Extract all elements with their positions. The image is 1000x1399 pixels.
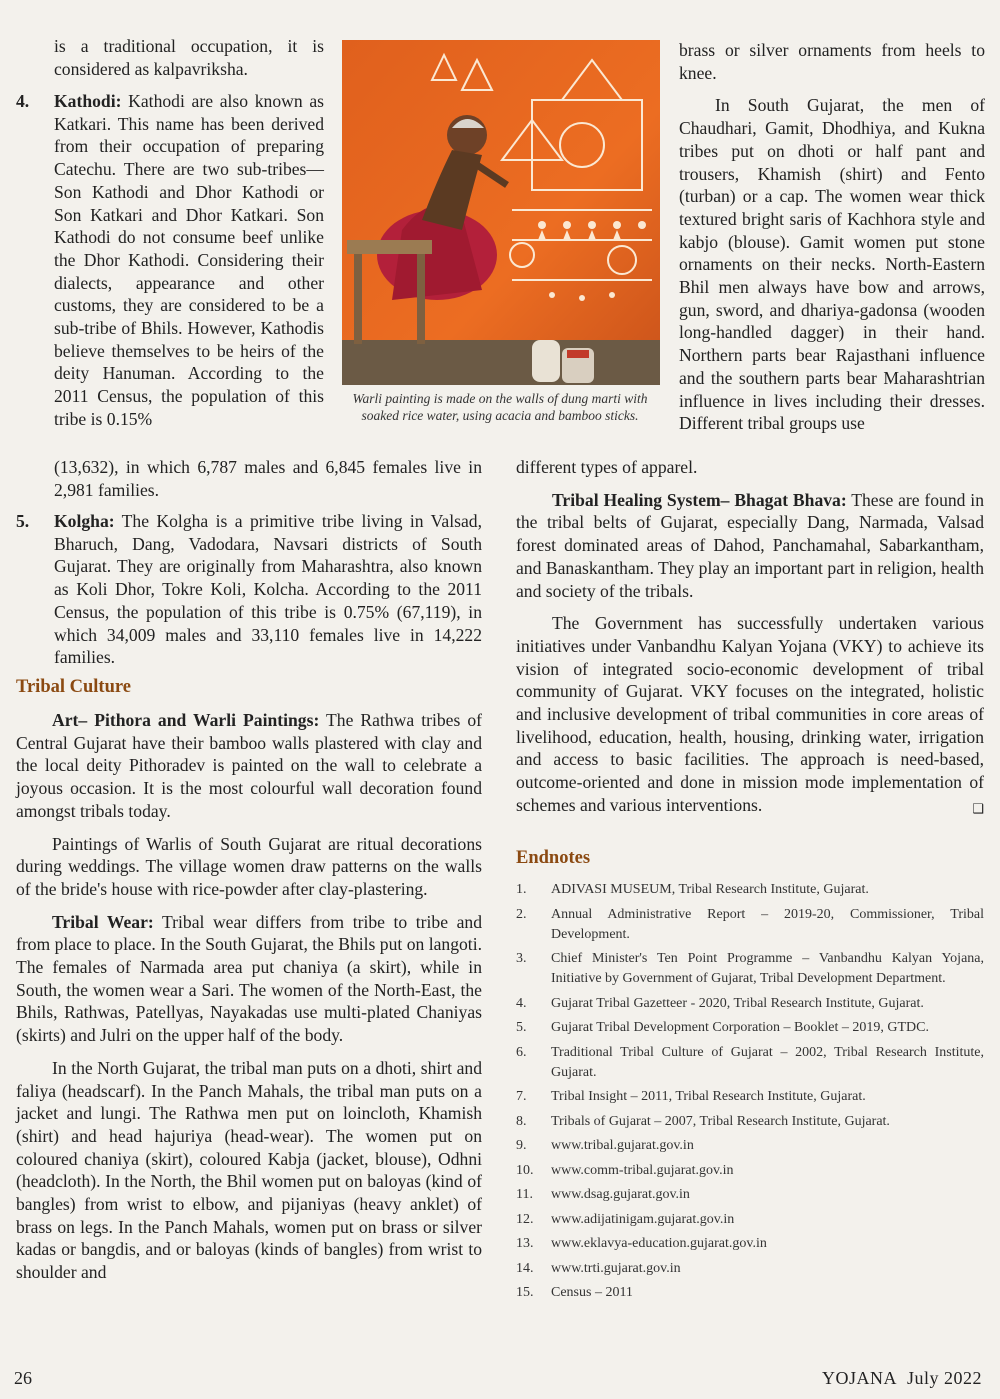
list-item: 9. www.tribal.gujarat.gov.in — [516, 1138, 694, 1153]
south-gujarat-continued: different types of apparel. — [516, 457, 698, 477]
list-item: 11. www.dsag.gujarat.gov.in — [516, 1187, 690, 1202]
item-label: Kathodi: — [54, 91, 122, 111]
item-text: Kathodi are also known as Katkari. This name has been derived from their occupation of preparing Catechu. There are two sub-tribes— Son Kathodi and Dhor Kathodi or Son Katkari and Dhor Katkari. Son Kathodi do not consume beef unlike the Dhor Kathodi. Considering their dialects, appearance and other customs, they are considered to be a sub-tribe of Bhils. However, Kathodis believe themselves to be heirs of the deity Hanuman. According to the 2011 Census, the population of this tribe is 0.15% — [54, 91, 324, 429]
list-item: 1. ADIVASI MUSEUM, Tribal Research Institute, Gujarat. — [516, 882, 869, 897]
list-item-kathodi — [16, 90, 324, 431]
kathodi-continued: (13,632), in which 6,787 males and 6,845 females live in 2,981 families. — [54, 457, 482, 500]
item-text: The Kolgha is a primitive tribe living in Valsad, Bharuch, Dang, Vadodara, Navsari districts of South Gujarat. They are originally from Maharashtra, also known as Koli Dhor, Tokre Koli, Kolcha. According to the 2011 Census, the population of this tribe is 0.75% (67,119), in which 34,009 males and 33,110 females live in 14,222 families. — [54, 511, 482, 668]
south-gujarat-paragraph: In South Gujarat, the men of Chaudhari, Gamit, Dhodhiya, and Kukna tribes put on dhoti or half pant and trousers, Khamish (shirt) and Fento (turban) or a cap. The women wear thick textured bright saris of Kachhora style and kabjo (blouse). Gamit women put stone ornaments on their necks. North-Eastern Bhil men always have bow and arrows, gun, sword, and dhariya-gadonsa (wooden long-handled dagger) in their hand. Northern parts bear Rajasthani influence and the southern parts bear Maharashtrian influence in lives including their dresses. Different tribal groups use — [679, 95, 985, 434]
section-heading-endnotes: Endnotes — [516, 848, 591, 868]
warli-paragraph: Paintings of Warlis of South Gujarat are ritual decorations during weddings. The village women draw patterns on the walls of the bride's house with rice-powder after clay-plastering. — [16, 833, 482, 899]
healing-paragraph: Tribal Healing System– Bhagat Bhava: These are found in the tribal belts of Gujarat, especially Dang, Narmada, Valsad forest dominated areas of Dahod, Panchamahal, Sabarkantham, and Banaskantham. They play an important part in religion, health and society of the tribals. — [516, 489, 984, 601]
list-item: 10. www.comm-tribal.gujarat.gov.in — [516, 1162, 734, 1178]
list-item: 6. Traditional Tribal Culture of Gujarat – 2002, Tribal Research Institute, Gujarat. — [516, 1044, 984, 1080]
col1-lower-text — [16, 709, 482, 1284]
government-paragraph: The Government has successfully undertaken various initiatives under Vanbandhu Kalyan Yojana (VKY) to achieve its vision of integrated socio-economic development of tribal community of Gujarat. VKY focuses on the integrated, holistic and inclusive development of tribal communities in core areas of livelihood, education, health, housing, drinking water, irrigation and access to basic facilities. The approach is need-based, outcome-oriented and done in mission mode implementation of schemes and various interventions. ❑ — [516, 612, 984, 816]
list-number: 5. — [16, 511, 30, 531]
section-heading-tribal-culture: Tribal Culture — [16, 677, 131, 697]
photo-illustration — [342, 40, 660, 385]
item-label: Kolgha: — [54, 511, 115, 531]
north-gujarat-paragraph: In the North Gujarat, the tribal man puts on a dhoti, shirt and faliya (headscarf). In the Panch Mahals, the tribal man puts on a jacket and lungi. The Rathwa men put on loincloth, Khamish (shirt) and head hajuriya (head-wear). The women put on coloured chaniya (skirt), coloured Kabja (jacket, blouse), Odhni (headcloth). In the North, the Bhil women put on baloyas (kind of bangles) from wrist to elbow, and pijaniyas (heavy anklet) of brass on legs. In the Panch Mahals, women put on brass or silver kadas or bangdis, and or baloyas (kinds of bangles) from wrist to shoulder and — [16, 1057, 482, 1283]
list-number: 4. — [16, 91, 30, 111]
list-item: 8. Tribals of Gujarat – 2007, Tribal Research Institute, Gujarat. — [516, 1113, 890, 1129]
list-item: 13. www.eklavya-education.gujarat.gov.in — [516, 1236, 767, 1251]
warli-painting-photo — [342, 40, 660, 385]
intro-paragraph: is a traditional occupation, it is considered as kalpavriksha. — [54, 36, 324, 79]
list-item-kolgha — [16, 510, 482, 669]
list-item: 7. Tribal Insight – 2011, Tribal Research Institute, Gujarat. — [516, 1089, 866, 1104]
wear-paragraph: Tribal Wear: Tribal wear differs from tribe to tribe and from place to place. In the South Gujarat, the Bhils put on langoti. The females of Narmada area put chaniya (a skirt), while in South, the women wear a Sari. The women of the North-East, the Bhils, Rathwas, Patellyas, Nayakadas use multi-plated Chaniyas (skirts) and Julri on the upper half of the body. — [16, 911, 482, 1046]
list-item: 2. Annual Administrative Report – 2019-20, Commissioner, Tribal Development. — [516, 906, 984, 942]
magazine-name: YOJANA — [821, 1368, 897, 1388]
issue-date: July 2022 — [906, 1368, 982, 1388]
list-item: 5. Gujarat Tribal Development Corporation – Booklet – 2019, GTDC. — [516, 1020, 929, 1035]
endnotes-list — [516, 880, 984, 1308]
col2-top-text — [679, 39, 985, 435]
list-item: 15. Census – 2011 — [516, 1285, 633, 1300]
list-item: 3. Chief Minister's Ten Point Programme – Vanbandhu Kalyan Yojana, Initiative by Government of Gujarat, Tribal Development Department. — [516, 951, 984, 986]
col2-lower-text — [516, 456, 984, 821]
list-item: 4. Gujarat Tribal Gazetteer - 2020, Tribal Research Institute, Gujarat. — [516, 995, 924, 1011]
end-mark: ❑ — [972, 800, 984, 816]
art-paragraph: Art– Pithora and Warli Paintings: The Rathwa tribes of Central Gujarat have their bamboo walls plastered with clay and the local deity Pithoradev is painted on the wall to celebrate a joyous occasion. It is the most colourful wall decoration found amongst tribals today. — [16, 710, 482, 821]
list-item: 12. www.adijatinigam.gujarat.gov.in — [516, 1211, 735, 1227]
ornaments-continued: brass or silver ornaments from heels to knee. — [679, 40, 985, 83]
magazine-footer — [822, 1368, 982, 1389]
page-number: 26 — [14, 1368, 32, 1388]
photo-caption: Warli painting is made on the walls of dung marti with soaked rice water, using acacia and bamboo sticks. — [352, 391, 648, 423]
list-item: 14. www.trti.gujarat.gov.in — [516, 1260, 681, 1276]
